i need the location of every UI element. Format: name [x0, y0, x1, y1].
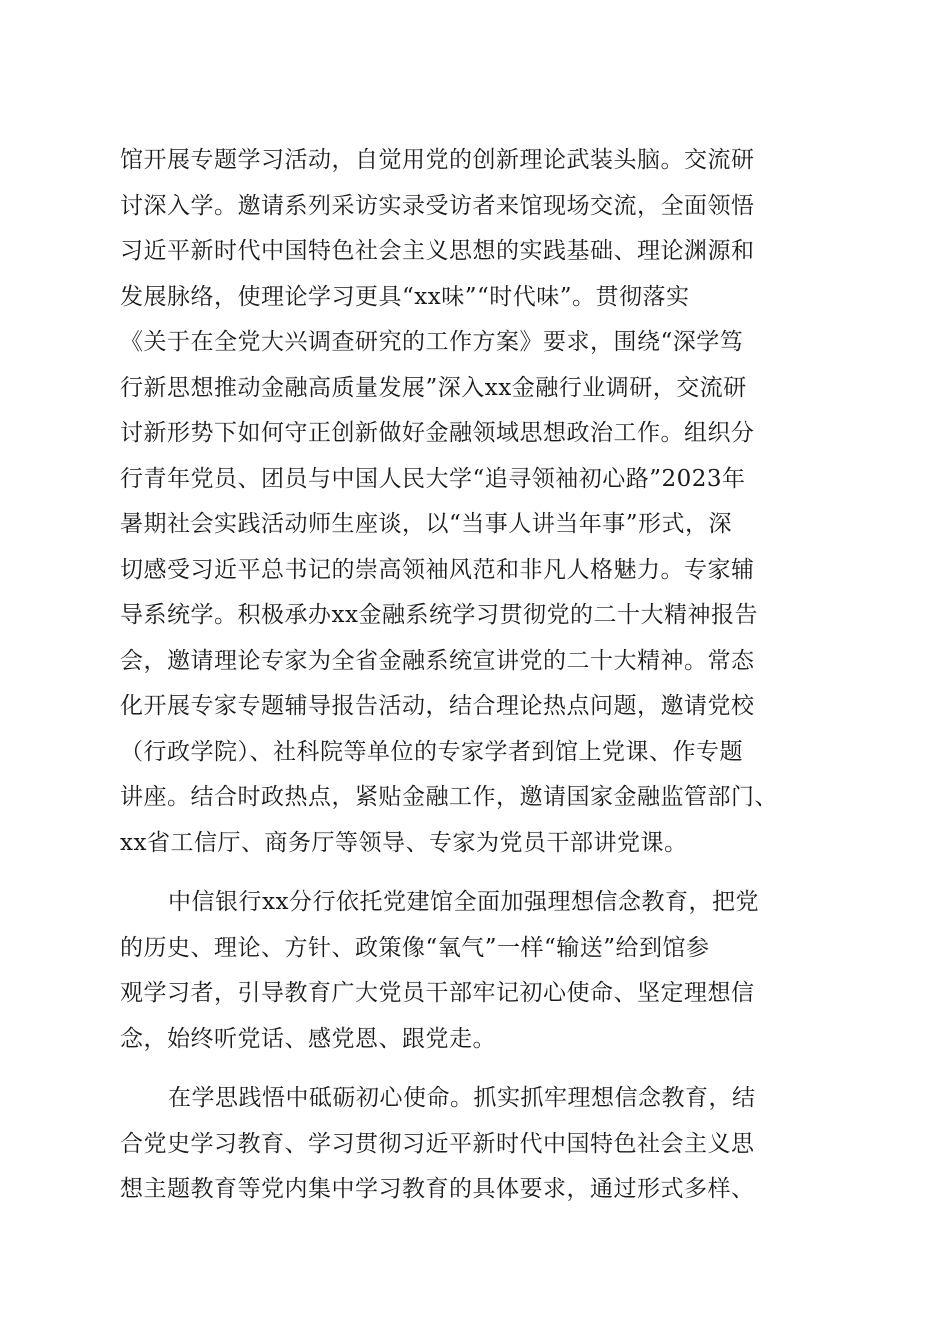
text-line: 在学思践悟中砥砺初心使命。抓实抓牢理想信念教育，结	[168, 1085, 756, 1111]
text-line: 讨新形势下如何守正创新做好金融领域思想政治工作。组织分	[120, 420, 755, 446]
text-line: 《关于在全党大兴调查研究的工作方案》要求，围绕“深学笃	[120, 329, 744, 355]
text-line: 馆开展专题学习活动，自觉用党的创新理论武装头脑。交流研	[120, 147, 755, 173]
paragraph-2	[120, 880, 840, 1062]
text-line: 的历史、理论、方针、政策像“氧气”一样“输送”给到馆参	[120, 934, 710, 961]
text-line: 暑期社会实践活动师生座谈，以“当事人讲当年事”形式，深	[120, 511, 733, 537]
text-line: 导系统学。积极承办xx金融系统学习贯彻党的二十大精神报告	[120, 602, 758, 628]
text-line: 讨深入学。邀请系列采访实录受访者来馆现场交流，全面领悟	[120, 192, 755, 219]
text-line: xx省工信厅、商务厅等领导、专家为党员干部讲党课。	[120, 829, 688, 856]
text-line: （行政学院）、社科院等单位的专家学者到馆上党课、作专题	[120, 738, 743, 765]
text-line: 化开展专家专题辅导报告活动，结合理论热点问题，邀请党校	[120, 693, 755, 719]
paragraph-spacer	[120, 866, 840, 880]
text-line: 切感受习近平总书记的崇高领袖风范和非凡人格魅力。专家辅	[120, 556, 755, 583]
text-line: 观学习者，引导教育广大党员干部牢记初心使命、坚定理想信	[120, 980, 755, 1006]
text-line: 行新思想推动金融高质量发展”深入xx金融行业调研，交流研	[120, 374, 747, 401]
text-line: 念，始终听党话、感党恩、跟党走。	[120, 1025, 496, 1052]
text-line: 发展脉络，使理论学习更具“xx味”“时代味”。贯彻落实	[120, 283, 690, 310]
text-line: 会，邀请理论专家为全省金融系统宣讲党的二十大精神。常态	[120, 647, 755, 674]
paragraph-spacer	[120, 1062, 840, 1076]
text-line: 行青年党员、团员与中国人民大学“追寻领袖初心路”2023年	[120, 465, 746, 492]
text-line: 讲座。结合时政热点，紧贴金融工作，邀请国家金融监管部门、	[120, 784, 778, 810]
body-text	[120, 138, 840, 1213]
text-line: 习近平新时代中国特色社会主义思想的实践基础、理论渊源和	[120, 238, 755, 264]
text-line: 合党史学习教育、学习贯彻习近平新时代中国特色社会主义思	[120, 1130, 755, 1157]
paragraph-3	[120, 1076, 840, 1213]
text-line: 想主题教育等党内集中学习教育的具体要求，通过形式多样、	[120, 1176, 755, 1202]
text-line: 中信银行xx分行依托党建馆全面加强理想信念教育，把党	[168, 889, 759, 915]
paragraph-1	[120, 138, 840, 866]
